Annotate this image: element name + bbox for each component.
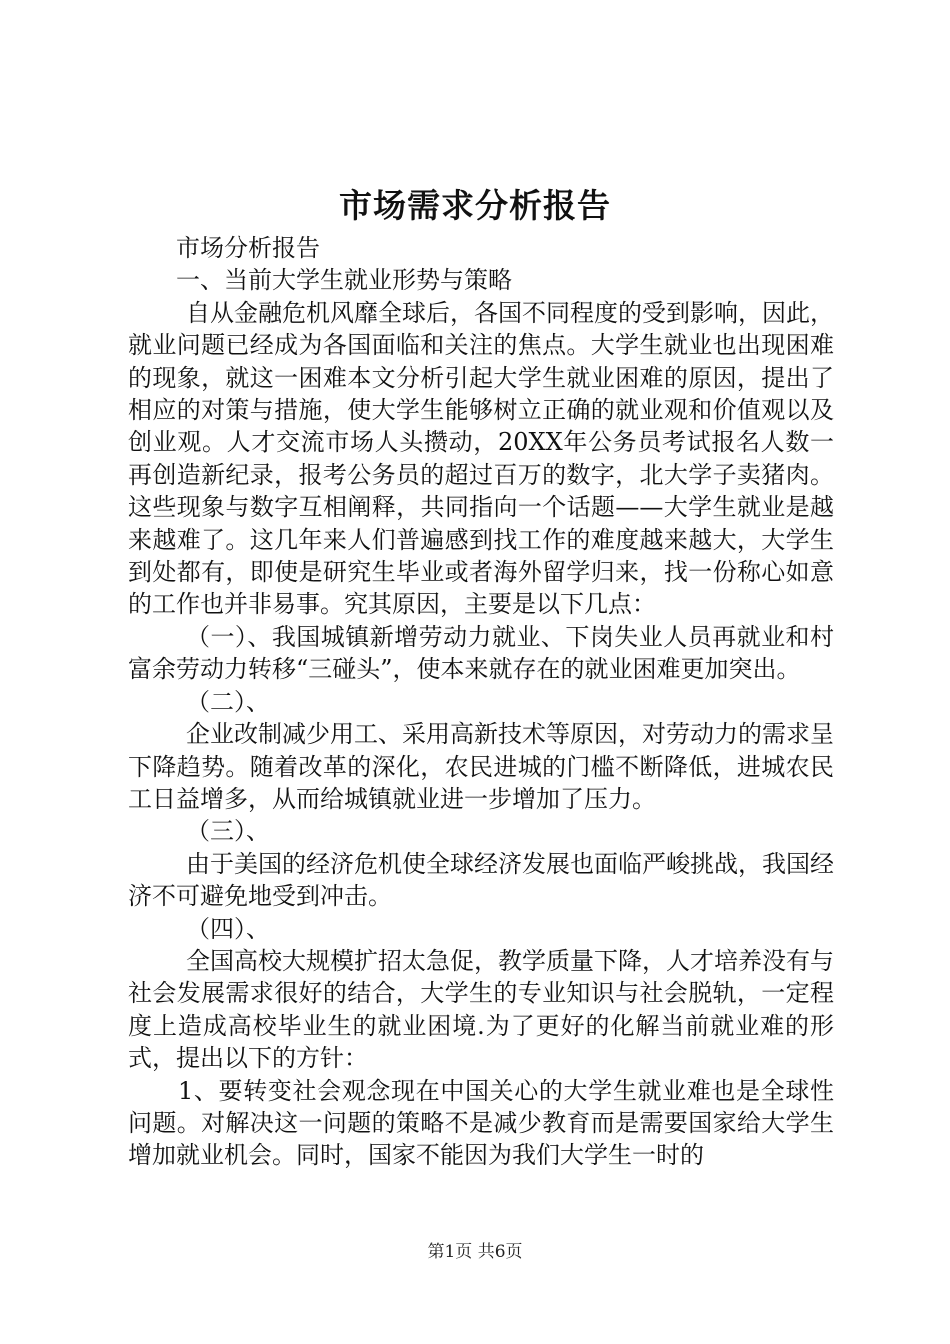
paragraph-reason-3: 由于美国的经济危机使全球经济发展也面临严峻挑战，我国经济不可避免地受到冲击。 [128,849,834,911]
paragraph-reason-1: （一）、我国城镇新增劳动力就业、下岗失业人员再就业和村富余劳动力转移“三碰头”，使本来就存在的就业困难更加突出。 [128,622,834,684]
paragraph-reason-2: 企业改制减少用工、采用高新技术等原因，对劳动力的需求呈下降趋势。随着改革的深化，农民进城的门槛不断降低，进城农民工日益增多，从而给城镇就业进一步增加了压力。 [128,720,834,813]
paragraph-intro: 自从金融危机风靡全球后，各国不同程度的受到影响，因此，就业问题已经成为各国面临和关注的焦点。大学生就业也出现困难的现象，就这一困难本文分析引起大学生就业困难的原因，提出了相应的对策与措施，使大学生能够树立正确的就业观和价值观以及创业观。人才交流市场人头攒动，20XX年公务员考试报名人数一再创造新纪录，报考公务员的超过百万的数字，北大学子卖猪肉。这些现象与数字互相阐释，共同指向一个话题——大学生就业是越来越难了。这几年来人们普遍感到找工作的难度越来越大，大学生到处都有，即使是研究生毕业或者海外留学归来，找一份称心如意的工作也并非易事。究其原因，主要是以下几点： [128,298,834,619]
document-body [128,232,834,1172]
page-footer: 第1页 共6页 [427,1242,523,1262]
reason-3-label: （三）、 [186,817,270,846]
reason-4-label: （四）、 [186,914,270,943]
reason-2-label: （二）、 [186,687,270,716]
section-heading-1: 一、当前大学生就业形势与策略 [176,266,512,295]
paragraph-reason-4: 全国高校大规模扩招太急促，教学质量下降，人才培养没有与社会发展需求很好的结合，大学生的专业知识与社会脱轨，一定程度上造成高校毕业生的就业困境.为了更好的化解当前就业难的形式，提出以下的方针： [128,946,834,1073]
paragraph-policy-1: 1、要转变社会观念现在中国关心的大学生就业难也是全球性问题。对解决这一问题的策略不是减少教育而是需要国家给大学生增加就业机会。同时，国家不能因为我们大学生一时的 [128,1076,834,1170]
paragraph-report-label: 市场分析报告 [176,234,320,262]
document-title: 市场需求分析报告 [339,186,611,225]
